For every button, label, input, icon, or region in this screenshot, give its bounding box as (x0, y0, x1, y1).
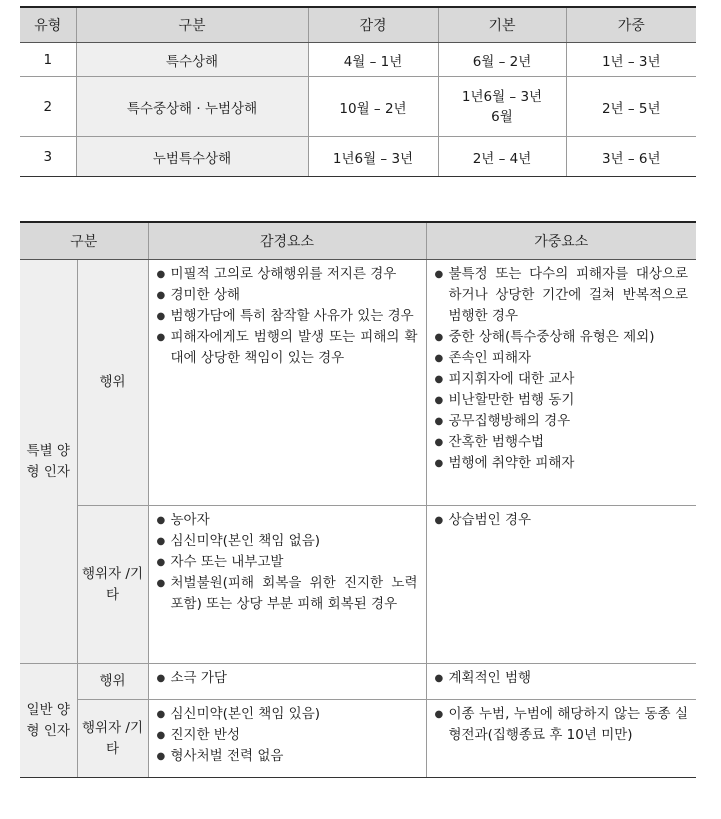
list-item: ● 경미한 상해 (157, 285, 418, 306)
reduce-list (157, 668, 418, 689)
row-reduced: 4월 – 1년 (308, 43, 438, 77)
list-item: ● 계획적인 범행 (435, 668, 689, 689)
row-aggravated: 1년 – 3년 (566, 43, 696, 77)
list-item: ● 범행에 취약한 피해자 (435, 453, 689, 474)
table-row (20, 77, 696, 137)
aggravate-list (435, 704, 689, 746)
list-item: ● 피지휘자에 대한 교사 (435, 369, 689, 390)
list-item: ● 상습범인 경우 (435, 510, 689, 531)
header-aggravated: 가중 (566, 7, 696, 43)
row-category: 특수중상해 · 누범상해 (76, 77, 308, 137)
aggravate-list (435, 510, 689, 531)
reduce-list (157, 510, 418, 615)
factor-subgroup: 행위 (77, 260, 148, 506)
list-item: ● 소극 가담 (157, 668, 418, 689)
header-basic: 기본 (438, 7, 566, 43)
factor-group-special: 특별 양형 인자 (20, 260, 77, 664)
reduce-list (157, 264, 418, 369)
row-category: 누범특수상해 (76, 137, 308, 177)
row-type: 3 (20, 137, 76, 177)
sentencing-range-table (20, 6, 696, 177)
row-basic: 1년6월 – 3년6월 (438, 77, 566, 137)
reduce-cell (148, 664, 426, 700)
table-row (20, 506, 696, 664)
header-aggravating-factors: 가중요소 (426, 222, 696, 260)
list-item: ● 처벌불원(피해 회복을 위한 진지한 노력 포함) 또는 상당 부분 피해 회복된 경우 (157, 573, 418, 615)
factor-subgroup: 행위자 /기타 (77, 700, 148, 778)
header-category: 구분 (20, 222, 148, 260)
factor-subgroup: 행위자 /기타 (77, 506, 148, 664)
row-aggravated: 2년 – 5년 (566, 77, 696, 137)
aggravate-cell (426, 506, 696, 664)
table-row (20, 137, 696, 177)
sentencing-factors-table (20, 221, 696, 778)
row-type: 2 (20, 77, 76, 137)
table-row (20, 43, 696, 77)
list-item: ● 피해자에게도 범행의 발생 또는 피해의 확대에 상당한 책임이 있는 경우 (157, 327, 418, 369)
reduce-cell (148, 260, 426, 506)
table-row (20, 664, 696, 700)
list-item: ● 공무집행방해의 경우 (435, 411, 689, 432)
reduce-cell (148, 506, 426, 664)
list-item: ● 중한 상해(특수중상해 유형은 제외) (435, 327, 689, 348)
aggravate-cell (426, 700, 696, 778)
list-item: ● 심신미약(본인 책임 있음) (157, 704, 418, 725)
aggravate-cell (426, 664, 696, 700)
list-item: ● 농아자 (157, 510, 418, 531)
table-header-row (20, 222, 696, 260)
reduce-list (157, 704, 418, 767)
list-item: ● 존속인 피해자 (435, 348, 689, 369)
list-item: ● 미필적 고의로 상해행위를 저지른 경우 (157, 264, 418, 285)
list-item: ● 진지한 반성 (157, 725, 418, 746)
reduce-cell (148, 700, 426, 778)
row-type: 1 (20, 43, 76, 77)
factor-group-general: 일반 양형 인자 (20, 664, 77, 778)
aggravate-list (435, 668, 689, 689)
table-row (20, 700, 696, 778)
list-item: ● 자수 또는 내부고발 (157, 552, 418, 573)
aggravate-list (435, 264, 689, 474)
row-reduced: 10월 – 2년 (308, 77, 438, 137)
list-item: ● 형사처벌 전력 없음 (157, 746, 418, 767)
header-reduced: 감경 (308, 7, 438, 43)
header-type: 유형 (20, 7, 76, 43)
list-item: ● 비난할만한 범행 동기 (435, 390, 689, 411)
header-reducing-factors: 감경요소 (148, 222, 426, 260)
list-item: ● 잔혹한 범행수법 (435, 432, 689, 453)
list-item: ● 범행가담에 특히 참작할 사유가 있는 경우 (157, 306, 418, 327)
row-aggravated: 3년 – 6년 (566, 137, 696, 177)
row-basic: 6월 – 2년 (438, 43, 566, 77)
factor-subgroup: 행위 (77, 664, 148, 700)
table-row (20, 260, 696, 506)
aggravate-cell (426, 260, 696, 506)
row-reduced: 1년6월 – 3년 (308, 137, 438, 177)
list-item: ● 이종 누범, 누범에 해당하지 않는 동종 실형전과(집행종료 후 10년 미만) (435, 704, 689, 746)
header-category: 구분 (76, 7, 308, 43)
row-category: 특수상해 (76, 43, 308, 77)
row-basic: 2년 – 4년 (438, 137, 566, 177)
list-item: ● 불특정 또는 다수의 피해자를 대상으로 하거나 상당한 기간에 걸쳐 반복적으로 범행한 경우 (435, 264, 689, 327)
list-item: ● 심신미약(본인 책임 없음) (157, 531, 418, 552)
table-header-row (20, 7, 696, 43)
